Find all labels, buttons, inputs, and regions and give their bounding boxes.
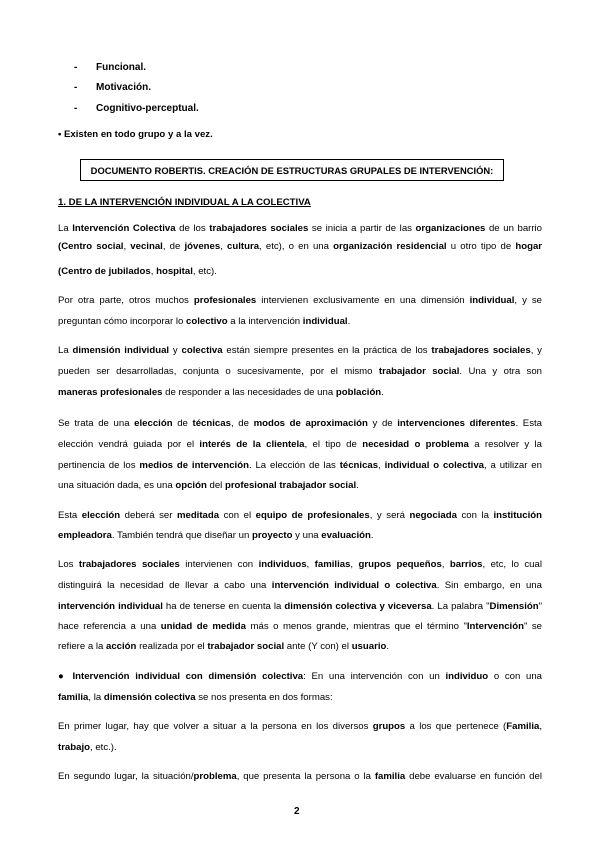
- text-line: [58, 559, 542, 571]
- list-item-text: Funcional.: [96, 61, 146, 73]
- text-span: ha de tenerse en cuenta la: [162, 601, 285, 612]
- dash-bullet: -: [74, 82, 78, 94]
- text-span: de: [172, 418, 193, 429]
- text-line: [58, 223, 542, 235]
- bold-term: hospital: [156, 266, 193, 277]
- bold-term: medios de intervención: [139, 460, 249, 471]
- bold-term: familia: [58, 692, 89, 703]
- text-span: , etc), o en una: [259, 241, 334, 252]
- bold-term: unidad de medida: [160, 621, 246, 632]
- text-span: , y será: [369, 510, 410, 521]
- bold-term: trabajadores sociales: [209, 223, 309, 234]
- text-span: refiere a la: [58, 641, 106, 652]
- text-span: La: [58, 223, 73, 234]
- bold-term: trabajador social: [207, 641, 285, 652]
- text-span: ,: [220, 241, 228, 252]
- text-span: , de: [230, 418, 254, 429]
- bold-term: maneras profesionales: [58, 387, 163, 398]
- section-heading: 1. DE LA INTERVENCIÓN INDIVIDUAL A LA COLECTIVA: [58, 197, 311, 208]
- bold-term: individual: [469, 295, 515, 306]
- dash-list: [74, 57, 199, 119]
- bold-term: trabajador social: [378, 366, 460, 377]
- text-span: hace referencia a una: [58, 621, 161, 632]
- text-span: .: [347, 316, 351, 327]
- bold-term: empleadora: [58, 530, 112, 541]
- text-span: , etc, lo cual: [482, 559, 542, 570]
- bold-term: hogar: [515, 241, 543, 252]
- text-span: Por otra parte, otros muchos: [58, 295, 194, 306]
- text-span: a los que pertenece (: [405, 721, 507, 732]
- text-span: ,: [306, 559, 315, 570]
- text-span: , de: [162, 241, 185, 252]
- bold-term: Dimensión: [489, 601, 539, 612]
- text-span: . Esta: [515, 418, 542, 429]
- text-span: ,: [150, 266, 157, 277]
- dash-bullet: -: [74, 61, 78, 73]
- text-span: Se trata de una: [58, 418, 135, 429]
- text-span: , que presenta la persona o la: [236, 771, 375, 782]
- text-span: .: [370, 530, 374, 541]
- bold-term: trabajadores sociales: [78, 559, 180, 570]
- text-line: [58, 266, 217, 278]
- text-span: , y: [530, 345, 542, 356]
- bold-term: problema: [193, 771, 237, 782]
- bold-term: (Centro de jubilados: [58, 266, 151, 277]
- text-span: se inicia a partir de las: [308, 223, 416, 234]
- bold-term: trabajo: [58, 742, 90, 753]
- bold-term: Intervención: [466, 621, 524, 632]
- text-line: [58, 510, 542, 522]
- boxed-title: DOCUMENTO ROBERTIS. CREACIÓN DE ESTRUCTURAS GRUPALES DE INTERVENCIÓN:: [80, 159, 504, 181]
- text-span: ,: [350, 559, 359, 570]
- text-line: [58, 295, 542, 307]
- bold-term: institución: [493, 510, 542, 521]
- bold-term: individual o colectiva: [384, 460, 485, 471]
- text-line: [58, 692, 333, 704]
- list-item: [74, 98, 199, 119]
- bold-term: jóvenes: [184, 241, 221, 252]
- text-line: [58, 621, 542, 633]
- bold-term: Intervención Colectiva: [72, 223, 176, 234]
- text-line: [58, 316, 350, 328]
- text-span: La: [58, 345, 73, 356]
- text-span: , y se: [514, 295, 542, 306]
- bold-term: grupos: [372, 721, 406, 732]
- bold-term: organizaciones: [415, 223, 486, 234]
- text-span: : En una intervención con un: [303, 671, 446, 682]
- bold-term: intervención individual o colectiva: [271, 580, 437, 591]
- text-line: [58, 345, 542, 357]
- text-span: , la: [88, 692, 104, 703]
- text-span: . La elección de las: [248, 460, 340, 471]
- text-span: ,: [441, 559, 450, 570]
- text-span: . Una y otra son: [459, 366, 542, 377]
- bold-term: (Centro social: [58, 241, 124, 252]
- text-line: [58, 366, 542, 378]
- bold-term: colectiva: [181, 345, 223, 356]
- bold-term: dimensión individual: [72, 345, 170, 356]
- text-line: [58, 742, 117, 754]
- text-line: [58, 671, 542, 683]
- text-span: del: [206, 480, 225, 491]
- text-span: " se: [523, 621, 542, 632]
- bold-term: meditada: [176, 510, 220, 521]
- text-span: con la: [456, 510, 494, 521]
- text-span: En segundo lugar, la situación/: [58, 771, 194, 782]
- text-span: a la intervención: [227, 316, 303, 327]
- bold-term: cultura: [227, 241, 260, 252]
- text-span: .: [356, 480, 359, 491]
- bold-term: proyecto: [251, 530, 293, 541]
- text-span: de los: [175, 223, 210, 234]
- text-span: están siempre presentes en la práctica de los: [222, 345, 432, 356]
- bold-term: profesionales: [193, 295, 257, 306]
- bold-term: negociada: [409, 510, 457, 521]
- bold-term: equipo de profesionales: [255, 510, 370, 521]
- bold-term: profesional trabajador social: [224, 480, 357, 491]
- text-span: , a utilizar en: [484, 460, 542, 471]
- text-span: .: [386, 641, 390, 652]
- text-span: y: [169, 345, 182, 356]
- bold-term: técnicas: [339, 460, 379, 471]
- bold-term: intervención individual: [58, 601, 163, 612]
- list-item-text: Cognitivo-perceptual.: [96, 102, 199, 114]
- text-span: u otro tipo de: [446, 241, 516, 252]
- bold-term: organización residencial: [333, 241, 447, 252]
- text-span: . La palabra ": [431, 601, 490, 612]
- text-line: [58, 530, 374, 542]
- bold-term: grupos pequeños: [358, 559, 442, 570]
- list-item-text: Motivación.: [96, 82, 152, 94]
- text-span: ": [538, 601, 542, 612]
- text-line: [58, 601, 542, 613]
- text-line: [58, 439, 542, 451]
- text-span: con el: [219, 510, 256, 521]
- text-span: ●: [58, 671, 73, 682]
- bold-term: dimensión colectiva y viceversa: [284, 601, 432, 612]
- text-span: .: [381, 387, 384, 398]
- text-span: debe evaluarse en función del: [405, 771, 542, 782]
- bold-term: evaluación: [321, 530, 371, 541]
- text-span: preguntan cómo incorporar lo: [58, 316, 186, 327]
- text-span: y de: [367, 418, 398, 429]
- text-span: ,: [378, 460, 385, 471]
- text-line: [58, 721, 542, 733]
- text-span: de un barrio: [485, 223, 543, 234]
- text-span: . Sin embargo, en una: [436, 580, 542, 591]
- text-span: Esta: [58, 510, 82, 521]
- bold-term: trabajadores sociales: [431, 345, 531, 356]
- text-span: realizada por el: [136, 641, 208, 652]
- text-span: ,: [123, 241, 131, 252]
- bold-term: interés de la clientela: [199, 439, 305, 450]
- bold-term: usuario: [351, 641, 387, 652]
- bold-term: individuos: [258, 559, 307, 570]
- bold-term: Familia: [506, 721, 540, 732]
- text-line: [58, 241, 542, 253]
- bold-term: elección: [134, 418, 173, 429]
- text-span: y una: [292, 530, 322, 541]
- text-span: elección vendrá guiada por el: [58, 439, 200, 450]
- bold-term: acción: [106, 641, 137, 652]
- text-span: . También tendrá que diseñar un: [111, 530, 252, 541]
- bold-term: opción: [175, 480, 207, 491]
- list-item: [74, 78, 199, 99]
- bold-term: individual: [302, 316, 348, 327]
- text-span: pueden ser desarrolladas, conjunta o sucesivamente, por el mismo: [58, 366, 379, 377]
- text-line: [58, 387, 384, 399]
- text-line: [58, 460, 542, 472]
- bold-term: colectivo: [186, 316, 228, 327]
- text-span: a resolver y la: [468, 439, 542, 450]
- note: • Existen en todo grupo y a la vez.: [58, 129, 213, 140]
- text-span: , etc.).: [90, 742, 117, 753]
- bold-term: intervenciones diferentes: [397, 418, 516, 429]
- text-span: Los: [58, 559, 79, 570]
- bold-term: vecinal: [130, 241, 163, 252]
- text-span: pertinencia de los: [58, 460, 140, 471]
- text-span: En primer lugar, hay que volver a situar a la persona en los diversos: [58, 721, 373, 732]
- bold-term: población: [335, 387, 382, 398]
- bold-term: familias: [314, 559, 351, 570]
- bold-term: necesidad o problema: [362, 439, 469, 450]
- bold-term: elección: [81, 510, 121, 521]
- text-span: , el tipo de: [304, 439, 363, 450]
- text-span: o con una: [488, 671, 542, 682]
- text-span: de responder a las necesidades de una: [162, 387, 336, 398]
- bold-term: técnicas: [192, 418, 231, 429]
- page-number: 2: [294, 806, 300, 817]
- bold-term: modos de aproximación: [253, 418, 368, 429]
- text-span: ,: [539, 721, 542, 732]
- dash-bullet: -: [74, 102, 78, 114]
- bold-term: dimensión colectiva: [103, 692, 196, 703]
- text-span: intervienen con: [179, 559, 259, 570]
- text-line: [58, 641, 389, 653]
- text-span: se nos presenta en dos formas:: [195, 692, 333, 703]
- text-span: distinguirá la necesidad de llevar a cabo una: [58, 580, 272, 591]
- bold-term: individuo: [445, 671, 489, 682]
- text-line: [58, 580, 542, 592]
- bold-term: barrios: [449, 559, 483, 570]
- text-span: intervienen exclusivamente en una dimensión: [256, 295, 470, 306]
- text-span: más o menos grande, mientras que el término ": [246, 621, 467, 632]
- list-item: [74, 57, 199, 78]
- text-span: , etc).: [192, 266, 217, 277]
- text-line: [58, 480, 359, 492]
- bold-term: familia: [374, 771, 406, 782]
- bold-term: Intervención individual con dimensión colectiva: [72, 671, 304, 682]
- text-span: deberá ser: [120, 510, 177, 521]
- text-line: [58, 418, 542, 430]
- text-span: ante (Y con) el: [284, 641, 352, 652]
- text-span: una situación dada, es una: [58, 480, 176, 491]
- text-line: [58, 771, 542, 783]
